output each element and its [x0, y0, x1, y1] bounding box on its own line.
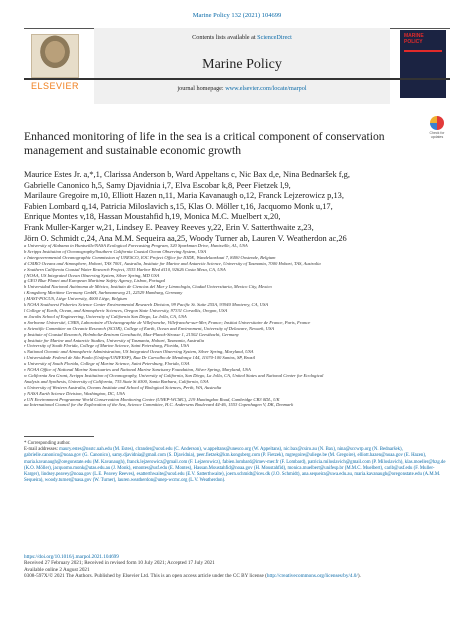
author-line[interactable]: Enrique Montes v,18, Hassan Moustahfid h,19, Monica M.C. Muelbert x,20, — [24, 212, 281, 222]
check-updates-icon — [430, 116, 444, 130]
affiliation-item: aa International Council for the Exploration of the Sea, Science Committee, H.C. Andersens Boulevard 44-46, 1553 Copenhagen V, DK, Denmark — [24, 402, 294, 408]
contents-line — [94, 34, 390, 41]
affiliation-item: x University of Western Australia, Oceans Institute and School of Biological Sciences, Perth, WA, Australia — [24, 384, 222, 390]
publisher-name: ELSEVIER — [30, 81, 80, 91]
available-online: Available online 2 August 2021 — [24, 566, 90, 573]
email-links[interactable]: maury.estes@nsstc.uah.edu (M. Estes), clrander@ucsd.edu (C. Anderson), w.appeltans@unesco.org (W. Appeltans), nic.bax@csiro.au (N. Bax), nina@sccwrp.org (N. Bednaršek), gabrielle.canonico@noaa.gov (G. Canonico), samy.djavidnia@gmail.com (S. Djavidnia), peer.fietzek@km.kongsberg.com (P. Fietzek), mgregoire@uliege.be (M. Gregoire), elliott.hazen@noaa.gov (E. Hazen), maria.kavanaugh@oregonstate.edu (M. Kavanaugh), franck.lejzerowicz@gmail.com (F. Lejzerowicz), fabien.lombard@imev-mer.fr (F. Lombard), patricia.miloslavich@gmail.com (P. Miloslavich), klas.moeller@hzg.de (K.O. Möller), jacquomo.monk@utas.edu.au (J. Monk), emontes@usf.edu (E. Montes), Hassan.Moustahfid@noaa.gov (H. Moustahfid), monica.muelbert@unifesp.br (M.M.C. Muelbert), carib@usf.edu (F. Muller-Karger), lindsey.peavey@noaa.gov (L.E. Peavey Reeves), esatterthwaite@ucsd.edu (E.V. Satterthwaite), joern.schmidt@ices.dk (J.O. Schmidt), ana.sequeira@uwa.edu.au, maria.kavanaugh@oregonstate.edu (A.M.M. Sequeira), woody.turner@nasa.gov (W. Turner), lauren.weatherdon@unep-wcmc.org (L.V. Weatherdon). — [24, 447, 446, 484]
cover-title: MARINE POLICY — [404, 33, 424, 45]
elsevier-tree-icon — [31, 34, 79, 78]
check-for-updates-badge[interactable] — [426, 116, 448, 140]
affiliation-item: j MAST-POCUS, Liège University, 4000 Liège, Belgium — [24, 296, 127, 302]
affiliation-item: c Intergovernmental Oceanographic Commission of UNESCO, IOC Project Office for IODE, Wandelaarkaai 7, 8400 Oostende, Belgium — [24, 254, 276, 260]
affiliation-item: k NOAA Southwest Fisheries Science Center Environmental Research Division, 99 Pacific St. Suite 255A, 93940 Monterey, CA, USA — [24, 302, 269, 308]
homepage-prefix: journal homepage: — [177, 85, 226, 92]
affiliation-list — [24, 243, 450, 408]
author-line[interactable]: Frank Muller-Karger w,21, Lindsey E. Peavey Reeves y,22, Erin V. Satterthwaite z,23, — [24, 222, 314, 232]
journal-homepage-link[interactable]: www.elsevier.com/locate/marpol — [225, 85, 307, 92]
affiliation-item: u University of South Florida, College of Marine Science, Saint Petersburg, Florida, USA — [24, 361, 190, 367]
footnote-rule — [24, 436, 94, 437]
affiliation-item: i Kongsberg Maritime Germany GmbH, Sarhmannweg 21, 22529 Hamburg, Germany — [24, 290, 183, 296]
author-line[interactable]: Maurice Estes Jr. a,*,1, Clarissa Anderson b, Ward Appeltans c, Nic Bax d,e, Nina Bednaršek f,g, — [24, 170, 350, 179]
affiliation-item: Analysis and Synthesis, University of California, 735 State St #300, Santa Barbara, California, USA — [24, 378, 209, 384]
author-line[interactable]: Jörn O. Schmidt c,24, Ana M.M. Sequeira aa,25, Woody Turner ab, Lauren V. Weatherdon ac,26 — [24, 233, 347, 243]
affiliation-item: m Jacobs School of Engineering, University of California San Diego, La Jolla, CA, USA — [24, 313, 187, 319]
affiliation-item: l College of Earth, Ocean, and Atmospheric Sciences, Oregon State University, 97331 Corvallis, Oregon, USA — [24, 307, 228, 313]
affiliation-item: s National Oceanic and Atmospheric Administration, US Integrated Ocean Observing System, Silver Spring, Maryland, USA — [24, 349, 254, 355]
journal-info-box — [94, 28, 390, 104]
corresponding-author-label: * Corresponding author. — [24, 441, 71, 446]
journal-reference[interactable]: Marine Policy 132 (2021) 104699 — [192, 12, 282, 19]
affiliation-item: y NASA Earth Science Division, Washington, DC, USA — [24, 390, 125, 396]
header-bottom-rule — [24, 78, 450, 80]
affiliation-item: v NOAA Office of National Marine Sanctuaries and National Marine Sanctuary Foundation, Silver Spring, Maryland, USA — [24, 367, 251, 373]
check-updates-label: Check for updates — [429, 131, 445, 139]
affiliation-item: o Scientific Committee on Oceanic Research (SCOR), College of Earth, Ocean and Environment, University of Delaware, Newark, USA — [24, 325, 275, 331]
license-line — [24, 573, 450, 579]
affiliation-item: a University of Alabama in Huntsville/NASA Ecological Forecasting Program, 320 Sparkman Drive, Huntsville, AL, USA — [24, 243, 248, 248]
article-title: Enhanced monitoring of life in the sea is a critical component of conservation management and sustainable economic growth — [24, 130, 385, 157]
journal-homepage-line — [94, 85, 390, 92]
author-list — [24, 170, 450, 244]
affiliation-item: e Southern California Coastal Water Research Project, 3535 Harbor Blvd #110, 92626 Costa Mesa, CA, USA — [24, 266, 226, 272]
author-line[interactable]: Marilaure Gregoire m,10, Elliott Hazen n,11, Maria Kavanaugh o,12, Franck Lejzerowicz p,13, — [24, 191, 344, 201]
affiliation-item: t Universidade Federal de São Paulo (Unifesp/UNIFESP), Rua Dr Carvalho de Mendonça 144, 11070-100 Santos, SP, Brazil — [24, 355, 256, 361]
elsevier-logo[interactable] — [26, 34, 84, 94]
journal-header — [24, 28, 450, 104]
affiliation-item: d CSIRO Oceans and Atmosphere, Hobart, TAS 7001, Australia, Institute for Marine and Antarctic Science, University of Tasmania, 7000 Hobart, TAS, Australia — [24, 260, 321, 266]
affiliation-item: f NOAA, US Integrated Ocean Observing System, Silver Spring, MD USA — [24, 272, 160, 278]
affiliation-item: g GEO Blue Planet and European Maritime Safety Agency, Lisbon, Portugal — [24, 278, 166, 284]
contents-prefix: Contents lists available at — [192, 34, 258, 41]
sciencedirect-link[interactable]: ScienceDirect — [257, 34, 292, 41]
license-prefix: 0308-597X/© 2021 The Authors. Published by Elsevier Ltd. This is an open access article under the CC BY license ( — [24, 573, 267, 580]
email-prefix: E-mail addresses: — [24, 447, 60, 453]
received-dates: Received 27 February 2021; Received in revised form 10 July 2021; Accepted 17 July 2021 — [24, 560, 215, 567]
journal-cover-image[interactable] — [400, 30, 446, 98]
license-link[interactable]: http://creativecommons.org/licenses/by/4.0/ — [266, 573, 358, 580]
affiliation-item: b Scripps Institution of Oceanography/Southern California Coastal Ocean Observing System, USA — [24, 248, 207, 254]
affiliation-item: w California Sea Grant, Scripps Institution of Oceanography, University of California, San Diego, La Jolla, CA, United States and National Center for Ecological — [24, 372, 324, 378]
affiliation-item: r University of South Florida, College of Marine Science, Saint Petersburg, Florida, USA — [24, 343, 189, 349]
affiliation-item: h Universidad Nacional Autónoma de México, Instituto de Ciencias del Mar y Limnología, Ciudad Universitaria, Mexico City, Mexico — [24, 284, 272, 290]
corresponding-author-block — [24, 436, 450, 484]
author-line[interactable]: Gabrielle Canonico h,5, Samy Djavidnia i,7, Elva Escobar k,8, Peer Fietzek l,9, — [24, 180, 291, 190]
affiliation-item: z UN Environment Programme World Conservation Monitoring Centre (UNEP-WCMC), 219 Huntingdon Road, Cambridge CB3 0DL, UK — [24, 396, 280, 402]
cover-bar — [404, 50, 442, 52]
affiliation-item: q Institute for Marine and Antarctic Studies, University of Tasmania, Hobart, Tasmania, Australia — [24, 337, 205, 343]
author-line[interactable]: Fabien Lombard q,14, Patricia Miloslavich s,15, Klas O. Möller t,16, Jacquomo Monk u,17, — [24, 201, 333, 211]
affiliation-item: n Sorbonne Université, CNRS, Laboratoire d'Océanographie de Villefranche, Villefranche-sur-Mer, France; Institut Universitaire de France, Paris, France — [24, 319, 311, 325]
doi-link[interactable]: https://doi.org/10.1016/j.marpol.2021.104699 — [24, 554, 119, 560]
license-suffix: ). — [357, 573, 361, 580]
article-footer — [24, 554, 450, 580]
email-addresses — [24, 447, 450, 484]
journal-name: Marine Policy — [202, 57, 282, 72]
affiliation-item: p Institute of Coastal Research, Helmholtz-Zentrum Geesthacht, Max-Planck-Strasse 1, 21502 Geesthacht, Germany — [24, 331, 239, 337]
